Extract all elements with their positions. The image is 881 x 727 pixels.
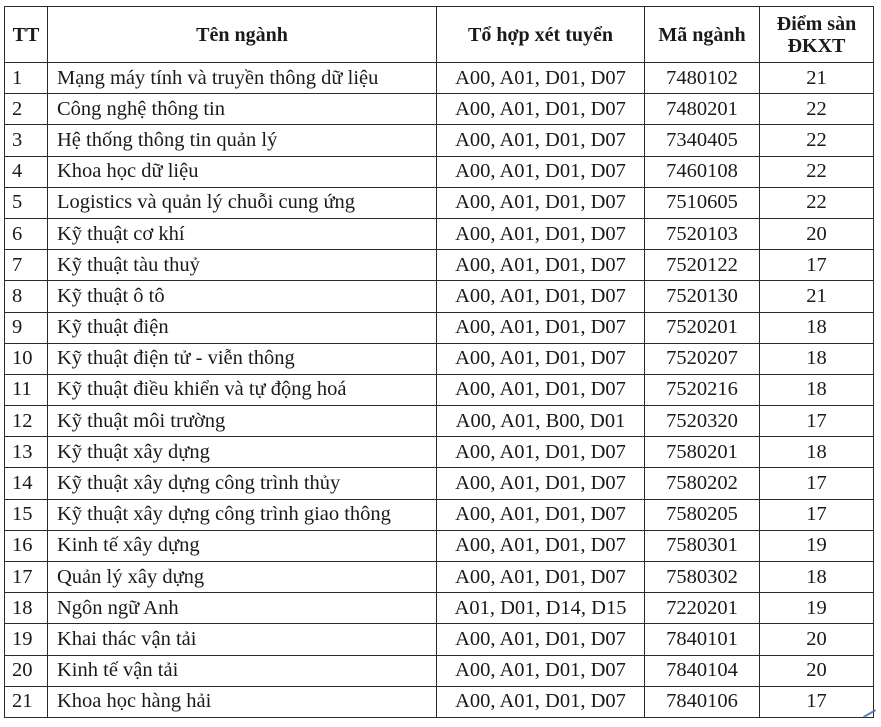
cell-major-code: 7840104	[645, 655, 760, 686]
cell-major-code: 7520130	[645, 281, 760, 312]
cell-major-code: 7480201	[645, 94, 760, 125]
header-tt: TT	[5, 7, 48, 63]
cell-major-code: 7580202	[645, 468, 760, 499]
cell-major-code: 7580302	[645, 562, 760, 593]
table-row	[5, 406, 874, 437]
table-row	[5, 218, 874, 249]
cell-min-score: 19	[760, 593, 874, 624]
table-row	[5, 187, 874, 218]
cell-subject-combo: A00, A01, D01, D07	[437, 250, 645, 281]
cell-major-name: Kỹ thuật điều khiển và tự động hoá	[48, 374, 437, 405]
table-row	[5, 125, 874, 156]
cell-min-score: 20	[760, 218, 874, 249]
cell-major-code: 7840101	[645, 624, 760, 655]
cell-major-name: Kỹ thuật xây dựng	[48, 437, 437, 468]
cell-subject-combo: A00, A01, D01, D07	[437, 218, 645, 249]
cell-subject-combo: A00, A01, D01, D07	[437, 499, 645, 530]
cell-major-code: 7580201	[645, 437, 760, 468]
cell-major-name: Khoa học dữ liệu	[48, 156, 437, 187]
cell-tt: 20	[5, 655, 48, 686]
cell-tt: 14	[5, 468, 48, 499]
cell-major-name: Kinh tế vận tải	[48, 655, 437, 686]
cell-major-name: Kinh tế xây dựng	[48, 530, 437, 561]
cell-min-score: 21	[760, 63, 874, 94]
cell-tt: 15	[5, 499, 48, 530]
cell-tt: 4	[5, 156, 48, 187]
table-row	[5, 281, 874, 312]
table-header	[5, 7, 874, 63]
cell-tt: 2	[5, 94, 48, 125]
table-row	[5, 437, 874, 468]
header-score-line2: ĐKXT	[787, 34, 846, 57]
cell-major-code: 7520207	[645, 343, 760, 374]
cell-subject-combo: A00, A01, B00, D01	[437, 406, 645, 437]
cell-tt: 21	[5, 686, 48, 717]
cell-subject-combo: A01, D01, D14, D15	[437, 593, 645, 624]
cell-major-name: Khai thác vận tải	[48, 624, 437, 655]
cell-major-code: 7480102	[645, 63, 760, 94]
cell-min-score: 18	[760, 374, 874, 405]
cell-tt: 8	[5, 281, 48, 312]
cell-subject-combo: A00, A01, D01, D07	[437, 624, 645, 655]
table-row	[5, 468, 874, 499]
table-row	[5, 686, 874, 717]
cell-major-name: Kỹ thuật môi trường	[48, 406, 437, 437]
cell-subject-combo: A00, A01, D01, D07	[437, 156, 645, 187]
cell-major-code: 7520216	[645, 374, 760, 405]
table-row	[5, 593, 874, 624]
table-row	[5, 94, 874, 125]
cell-major-name: Kỹ thuật cơ khí	[48, 218, 437, 249]
cell-subject-combo: A00, A01, D01, D07	[437, 312, 645, 343]
cell-subject-combo: A00, A01, D01, D07	[437, 63, 645, 94]
table-row	[5, 312, 874, 343]
cell-subject-combo: A00, A01, D01, D07	[437, 437, 645, 468]
cell-min-score: 20	[760, 655, 874, 686]
cell-major-name: Khoa học hàng hải	[48, 686, 437, 717]
table-row	[5, 374, 874, 405]
cell-subject-combo: A00, A01, D01, D07	[437, 343, 645, 374]
cell-subject-combo: A00, A01, D01, D07	[437, 187, 645, 218]
cell-min-score: 18	[760, 437, 874, 468]
table-row	[5, 499, 874, 530]
cell-major-code: 7840106	[645, 686, 760, 717]
cell-tt: 12	[5, 406, 48, 437]
cell-major-code: 7220201	[645, 593, 760, 624]
header-row	[5, 7, 874, 63]
cell-major-code: 7520201	[645, 312, 760, 343]
table-row	[5, 624, 874, 655]
cell-subject-combo: A00, A01, D01, D07	[437, 468, 645, 499]
cell-major-name: Quản lý xây dựng	[48, 562, 437, 593]
cell-min-score: 17	[760, 499, 874, 530]
cell-tt: 16	[5, 530, 48, 561]
cell-min-score: 17	[760, 468, 874, 499]
cell-tt: 19	[5, 624, 48, 655]
table-row	[5, 156, 874, 187]
cell-tt: 17	[5, 562, 48, 593]
cell-min-score: 18	[760, 343, 874, 374]
cell-major-name: Kỹ thuật tàu thuỷ	[48, 250, 437, 281]
table-row	[5, 63, 874, 94]
cell-tt: 1	[5, 63, 48, 94]
cell-tt: 13	[5, 437, 48, 468]
cell-min-score: 17	[760, 686, 874, 717]
cell-tt: 9	[5, 312, 48, 343]
cell-min-score: 18	[760, 562, 874, 593]
cell-tt: 3	[5, 125, 48, 156]
cell-subject-combo: A00, A01, D01, D07	[437, 94, 645, 125]
cell-major-name: Ngôn ngữ Anh	[48, 593, 437, 624]
cell-major-name: Kỹ thuật điện	[48, 312, 437, 343]
header-combo: Tổ hợp xét tuyển	[437, 7, 645, 63]
cell-min-score: 22	[760, 125, 874, 156]
cell-major-name: Mạng máy tính và truyền thông dữ liệu	[48, 63, 437, 94]
cell-min-score: 22	[760, 156, 874, 187]
table-row	[5, 655, 874, 686]
cell-major-code: 7520122	[645, 250, 760, 281]
cell-subject-combo: A00, A01, D01, D07	[437, 374, 645, 405]
cell-major-name: Kỹ thuật ô tô	[48, 281, 437, 312]
cell-min-score: 19	[760, 530, 874, 561]
header-score	[760, 7, 874, 63]
cell-min-score: 17	[760, 250, 874, 281]
table-row	[5, 530, 874, 561]
cell-min-score: 21	[760, 281, 874, 312]
cell-major-name: Logistics và quản lý chuỗi cung ứng	[48, 187, 437, 218]
cell-tt: 7	[5, 250, 48, 281]
cell-major-code: 7510605	[645, 187, 760, 218]
cell-major-code: 7460108	[645, 156, 760, 187]
cell-major-code: 7340405	[645, 125, 760, 156]
cell-major-name: Hệ thống thông tin quản lý	[48, 125, 437, 156]
cell-subject-combo: A00, A01, D01, D07	[437, 562, 645, 593]
cell-major-code: 7520103	[645, 218, 760, 249]
table-row	[5, 343, 874, 374]
cell-major-name: Kỹ thuật xây dựng công trình giao thông	[48, 499, 437, 530]
admission-table	[4, 6, 874, 718]
table-row	[5, 562, 874, 593]
cell-tt: 10	[5, 343, 48, 374]
cell-major-code: 7520320	[645, 406, 760, 437]
header-score-line1: Điểm sàn	[776, 12, 857, 35]
cell-major-code: 7580205	[645, 499, 760, 530]
cell-min-score: 22	[760, 94, 874, 125]
cell-major-name: Công nghệ thông tin	[48, 94, 437, 125]
cell-min-score: 18	[760, 312, 874, 343]
cell-tt: 5	[5, 187, 48, 218]
cell-subject-combo: A00, A01, D01, D07	[437, 281, 645, 312]
table-row	[5, 250, 874, 281]
cell-tt: 6	[5, 218, 48, 249]
cell-subject-combo: A00, A01, D01, D07	[437, 530, 645, 561]
cell-min-score: 22	[760, 187, 874, 218]
cell-subject-combo: A00, A01, D01, D07	[437, 125, 645, 156]
header-name: Tên ngành	[48, 7, 437, 63]
table-body	[5, 63, 874, 718]
cell-tt: 18	[5, 593, 48, 624]
cell-min-score: 17	[760, 406, 874, 437]
cell-subject-combo: A00, A01, D01, D07	[437, 686, 645, 717]
cell-major-code: 7580301	[645, 530, 760, 561]
cell-min-score: 20	[760, 624, 874, 655]
cell-tt: 11	[5, 374, 48, 405]
cell-subject-combo: A00, A01, D01, D07	[437, 655, 645, 686]
cell-major-name: Kỹ thuật điện tử - viễn thông	[48, 343, 437, 374]
cell-major-name: Kỹ thuật xây dựng công trình thủy	[48, 468, 437, 499]
header-code: Mã ngành	[645, 7, 760, 63]
